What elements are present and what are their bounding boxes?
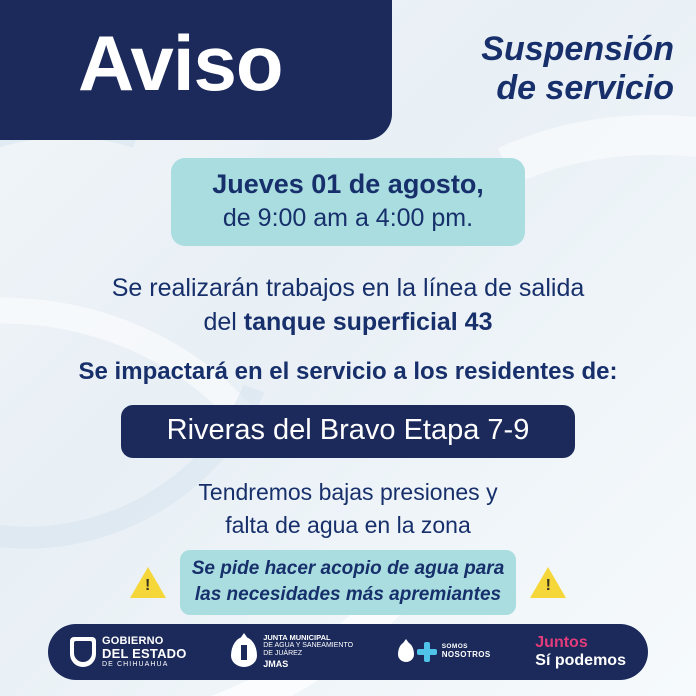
gobierno-del-estado-logo — [70, 636, 187, 669]
works-description-line2 — [0, 306, 696, 340]
water-drop-icon — [398, 642, 414, 662]
works-prefix: del — [203, 307, 244, 336]
header-subtitle-line1: Suspensión — [481, 30, 674, 68]
date-line-2: de 9:00 am a 4:00 pm. — [222, 203, 474, 232]
jmas-line2: DE AGUA Y SANEAMIENTO — [263, 642, 354, 650]
pressure-note-line1: Tendremos bajas presiones y — [198, 479, 498, 505]
somos-nosotros-logo — [398, 642, 491, 662]
shield-logo-icon — [70, 637, 96, 667]
warning-triangle-icon — [130, 567, 166, 599]
warning-exclamation: ! — [545, 576, 551, 594]
impact-statement: Se impactará en el servicio a los residentes de: — [78, 358, 618, 385]
water-drop-icon — [231, 637, 257, 667]
juntos-si-podemos-logo — [535, 634, 626, 669]
jmas-line3: DE JUÁREZ — [263, 650, 303, 658]
works-description-line1: Se realizarán trabajos en la línea de salida — [111, 274, 585, 302]
juntos-line2: Sí podemos — [535, 652, 626, 669]
date-line-1: Jueves 01 de agosto, — [212, 169, 484, 199]
warning-exclamation: ! — [145, 576, 151, 594]
warning-triangle-icon — [530, 567, 566, 599]
gobierno-line3: DE CHIHUAHUA — [102, 660, 169, 668]
gobierno-line2: DEL ESTADO — [102, 646, 187, 662]
jmas-line1: JUNTA MUNICIPAL — [263, 633, 331, 643]
somos-line1: SOMOS — [441, 643, 468, 651]
jmas-acronym: JMAS — [263, 658, 289, 669]
affected-zone-name: Riveras del Bravo Etapa 7-9 — [166, 414, 530, 446]
warning-message — [180, 550, 517, 615]
header-subtitle — [404, 30, 674, 108]
somos-line2: NOSOTROS — [441, 650, 491, 660]
warning-message-line1: Se pide hacer acopio de agua para — [191, 558, 505, 579]
jmas-logo — [231, 634, 353, 670]
page-title: Aviso — [78, 19, 283, 107]
header-subtitle-line2: de servicio — [496, 69, 674, 108]
warning-message-line2: las necesidades más apremiantes — [194, 583, 502, 605]
works-description — [0, 272, 696, 340]
pressure-note — [0, 476, 696, 543]
gobierno-line1: GOBIERNO — [102, 634, 164, 647]
works-tank-name: tanque superficial 43 — [243, 307, 493, 336]
cross-icon — [417, 642, 437, 662]
juntos-line1: Juntos — [535, 634, 588, 652]
pressure-note-line2: falta de agua en la zona — [225, 512, 471, 539]
warning-row — [0, 550, 696, 615]
poster-header — [0, 0, 696, 140]
footer-logo-bar — [48, 624, 648, 680]
affected-zone-banner — [121, 405, 575, 458]
date-banner — [171, 158, 525, 246]
